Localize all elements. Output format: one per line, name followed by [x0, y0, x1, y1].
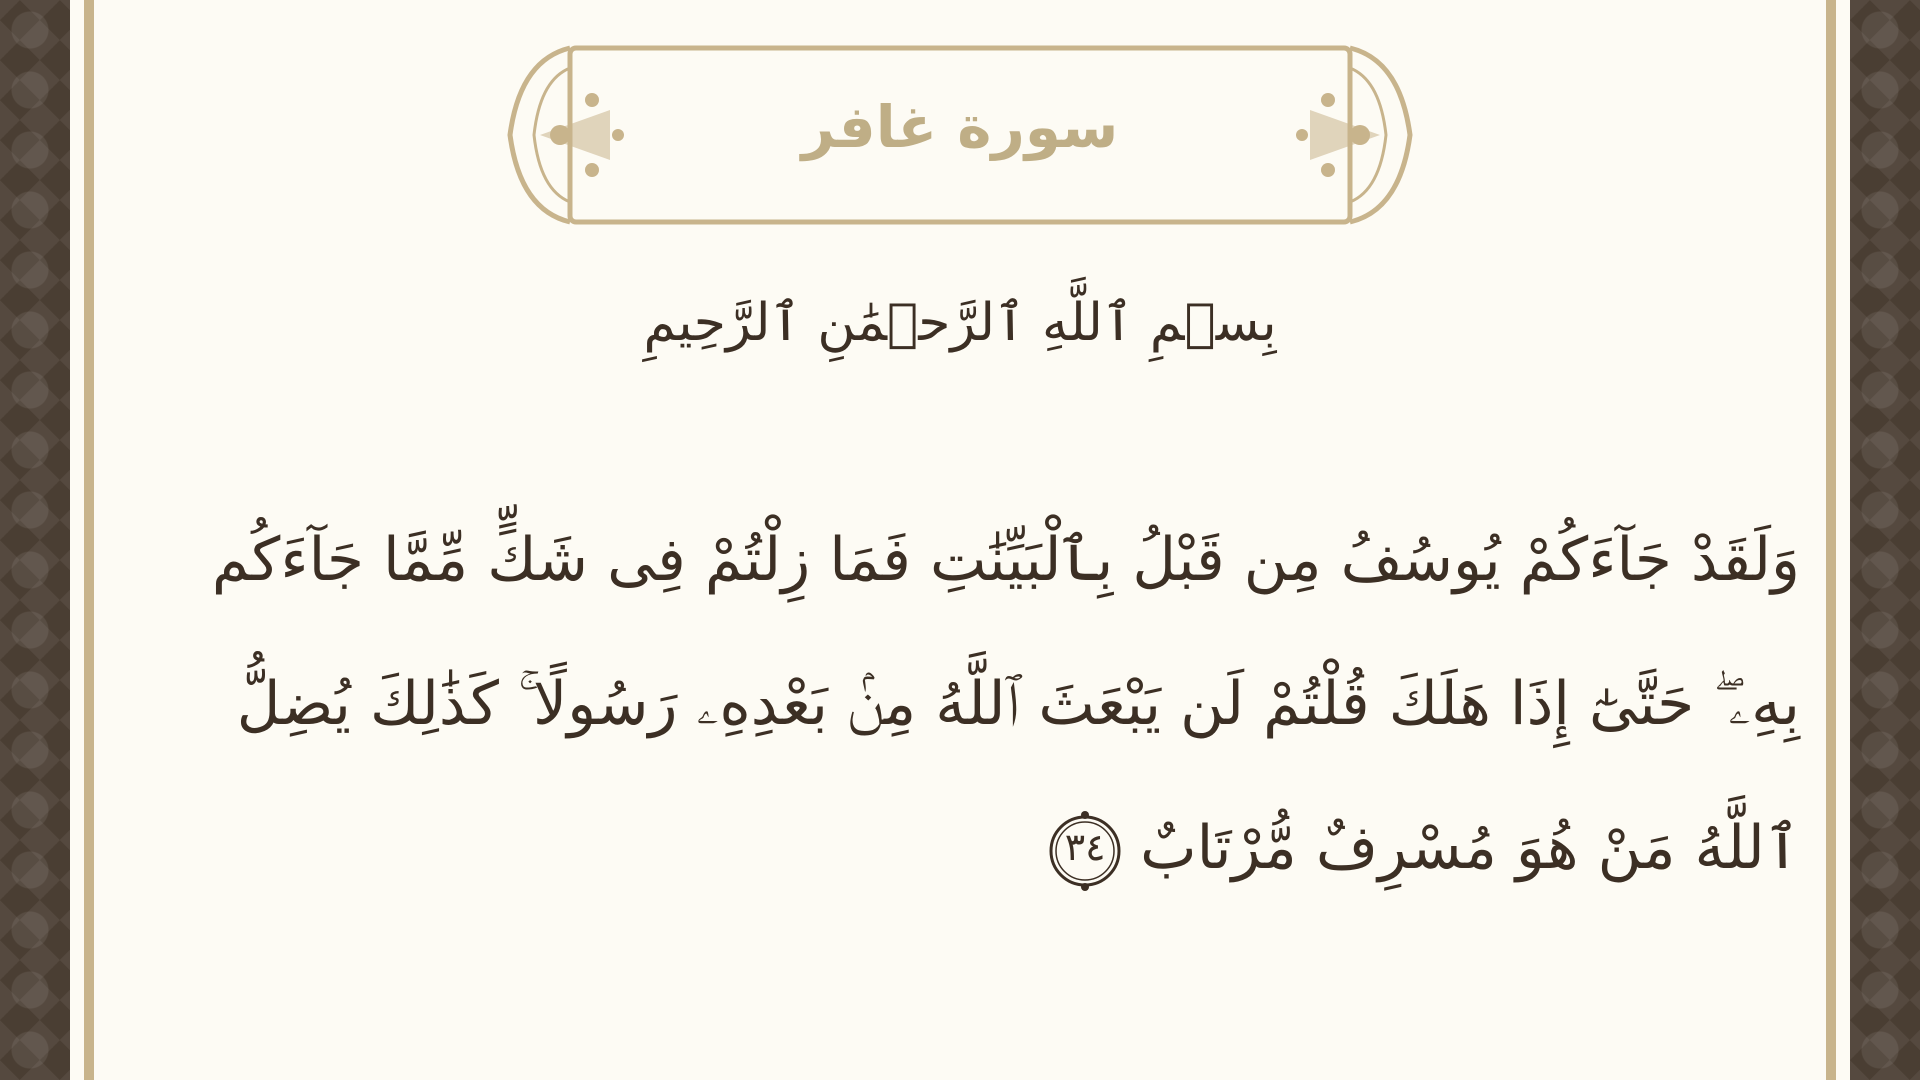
surah-title-frame — [500, 40, 1420, 230]
surah-title: سورة غافر — [801, 93, 1119, 161]
verse-text-block — [210, 515, 1800, 947]
basmala: بِسۡمِ ٱللَّهِ ٱلرَّحۡمَٰنِ ٱلرَّحِيمِ — [643, 293, 1277, 353]
verse-line-3 — [210, 803, 1800, 947]
right-decorative-border — [1850, 0, 1920, 1080]
verse-line-2: بِهِۦ ۖ حَتَّىٰٓ إِذَا هَلَكَ قُلْتُمْ لَن يَبْعَثَ ٱللَّهُ مِنۢ بَعْدِهِۦ رَسُولًا ۚ كَذَٰلِكَ يُضِلُّ — [236, 669, 1800, 739]
verse-line-1: وَلَقَدْ جَآءَكُمْ يُوسُفُ مِن قَبْلُ بِٱلْبَيِّنَٰتِ فَمَا زِلْتُمْ فِى شَكٍّ مِّمَّا جَآءَكُم — [211, 525, 1800, 595]
ayah-number: ٣٤ — [1064, 825, 1106, 870]
right-gold-rule — [1826, 0, 1836, 1080]
ayah-end-marker — [1044, 810, 1126, 892]
left-gold-rule — [84, 0, 94, 1080]
left-decorative-border — [0, 0, 70, 1080]
verse-line-3-text: ٱللَّهُ مَنْ هُوَ مُسْرِفٌ مُّرْتَابٌ — [1140, 813, 1800, 883]
